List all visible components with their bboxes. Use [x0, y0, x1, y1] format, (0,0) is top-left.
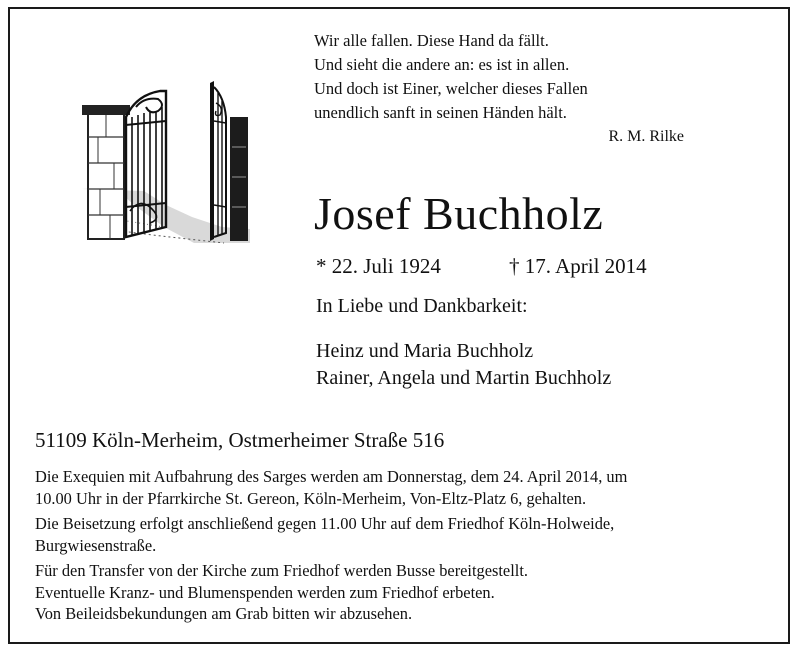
family-address: 51109 Köln-Merheim, Ostmerheimer Straße 516	[35, 428, 445, 452]
poem-line: Und sieht die andere an: es ist in allen.	[314, 55, 570, 74]
details-line: Von Beileidsbekundungen am Grab bitten wir abzusehen.	[35, 604, 413, 623]
dedication-line: In Liebe und Dankbarkeit:	[316, 295, 528, 317]
rilke-poem	[314, 29, 684, 149]
death-date: † 17. April 2014	[509, 254, 647, 278]
poem-line: unendlich sanft in seinen Händen hält.	[314, 103, 567, 122]
obituary-notice	[8, 7, 790, 644]
details-line: Die Beisetzung erfolgt anschließend gegen 11.00 Uhr auf dem Friedhof Köln-Holweide,	[35, 514, 615, 533]
mourner-name: Heinz und Maria Buchholz	[316, 340, 534, 362]
poem-line: Wir alle fallen. Diese Hand da fällt.	[314, 31, 549, 50]
mourner-name: Rainer, Angela und Martin Buchholz	[316, 367, 612, 389]
poem-line: Und doch ist Einer, welcher dieses Fallen	[314, 79, 588, 98]
details-line: Burgwiesenstraße.	[35, 535, 157, 555]
deceased-name: Josef Buchholz	[314, 188, 604, 239]
details-line: Für den Transfer von der Kirche zum Friedhof werden Busse bereitgestellt.	[35, 561, 528, 580]
details-line: Die Exequien mit Aufbahrung des Sarges werden am Donnerstag, dem 24. April 2014, um	[35, 467, 628, 486]
details-line: 10.00 Uhr in der Pfarrkirche St. Gereon, Köln-Merheim, Von-Eltz-Platz 6, gehalten.	[35, 488, 587, 508]
mourners-list	[316, 338, 611, 392]
life-dates	[316, 254, 647, 279]
funeral-details	[35, 466, 627, 625]
birth-date: * 22. Juli 1924	[316, 254, 441, 278]
poem-author: R. M. Rilke	[608, 128, 684, 145]
details-line: Eventuelle Kranz- und Blumenspenden werden zum Friedhof erbeten.	[35, 582, 495, 602]
open-gate-illustration	[74, 77, 254, 245]
